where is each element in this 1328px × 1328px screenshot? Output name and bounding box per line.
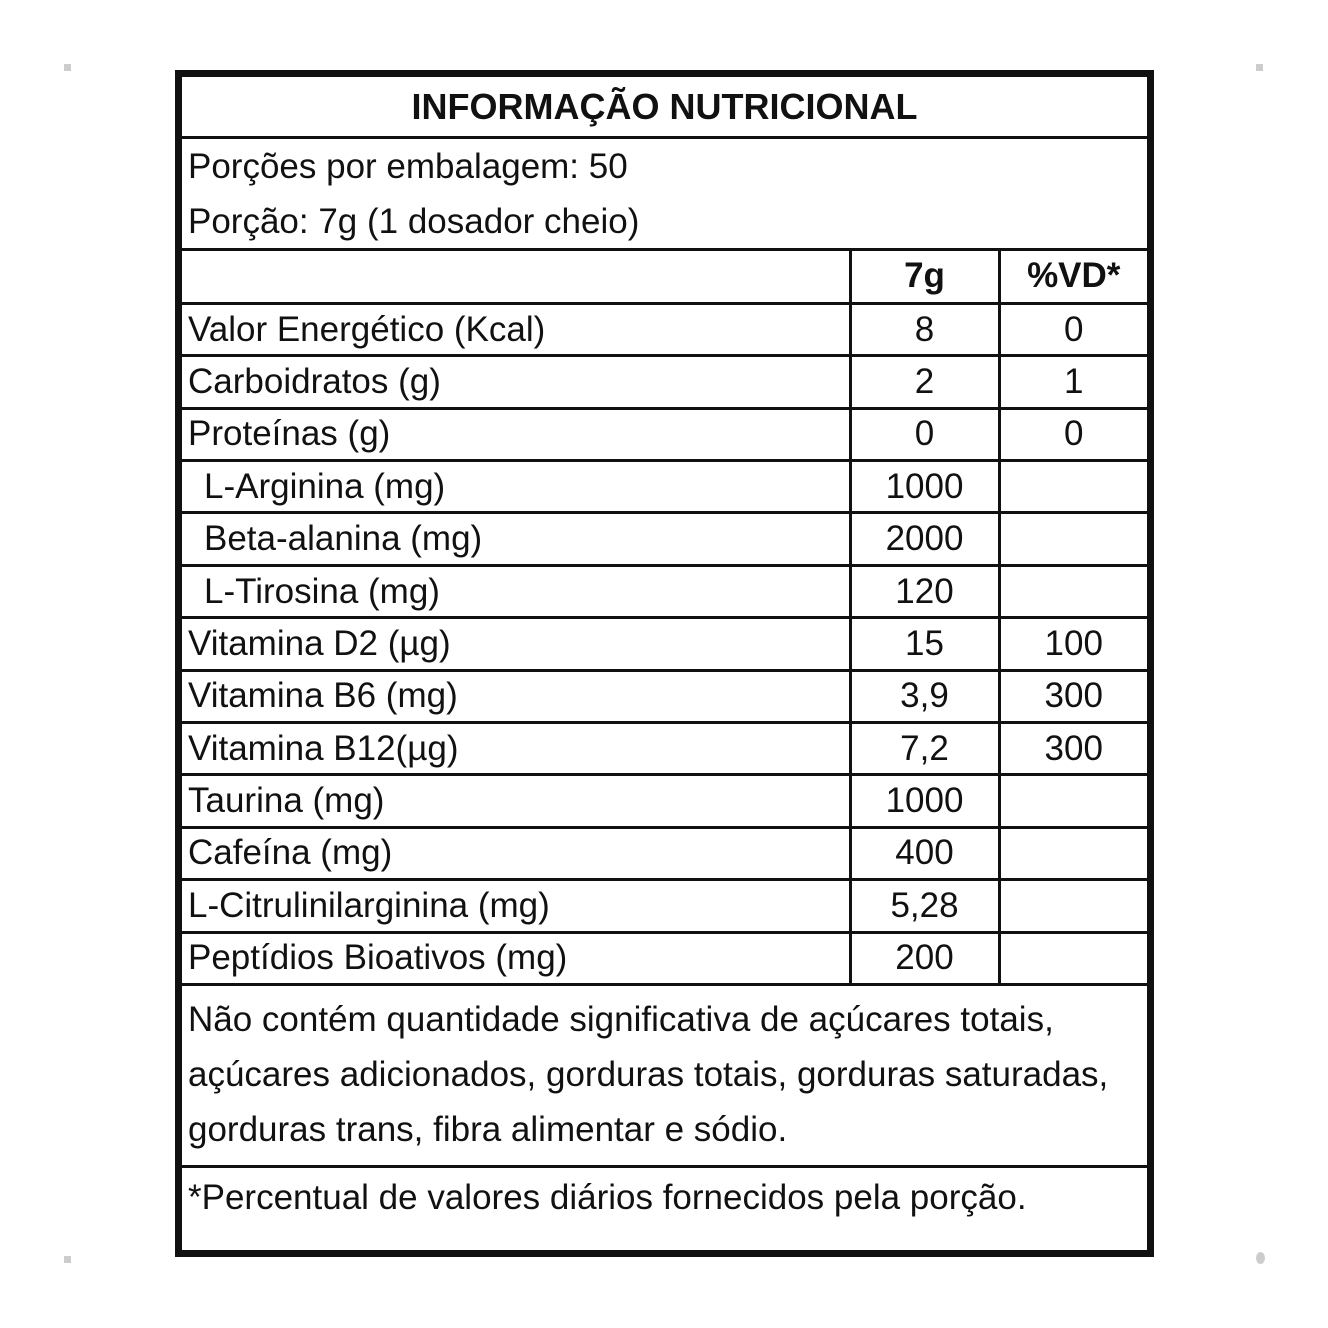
- nutrient-daily-value: [999, 513, 1147, 565]
- nutrient-name: Proteínas (g): [182, 408, 850, 460]
- corner-mark-bottom-right: [1256, 1252, 1265, 1264]
- nutrient-daily-value: [999, 565, 1147, 617]
- nutrient-daily-value: [999, 932, 1147, 984]
- nutrient-value: 200: [850, 932, 999, 984]
- corner-mark-top-left: [64, 64, 71, 71]
- nutrient-value: 8: [850, 303, 999, 355]
- table-row: [182, 618, 1147, 670]
- nutrient-daily-value: 0: [999, 303, 1147, 355]
- nutrition-table: [182, 251, 1147, 986]
- header-portion: 7g: [850, 251, 999, 303]
- nutrient-value: 15: [850, 618, 999, 670]
- table-row: [182, 932, 1147, 984]
- corner-mark-top-right: [1256, 64, 1263, 71]
- nutrient-value: 1000: [850, 461, 999, 513]
- header-daily-value: %VD*: [999, 251, 1147, 303]
- nutrient-daily-value: [999, 827, 1147, 879]
- nutrient-value: 2000: [850, 513, 999, 565]
- nutrient-value: 1000: [850, 775, 999, 827]
- nutrient-daily-value: 100: [999, 618, 1147, 670]
- nutrition-facts-label: [175, 70, 1154, 1257]
- nutrient-value: 5,28: [850, 880, 999, 932]
- label-title: INFORMAÇÃO NUTRICIONAL: [182, 77, 1147, 139]
- nutrient-daily-value: 0: [999, 408, 1147, 460]
- table-row: [182, 827, 1147, 879]
- nutrient-value: 0: [850, 408, 999, 460]
- nutrient-name: Taurina (mg): [182, 775, 850, 827]
- table-row: [182, 461, 1147, 513]
- nutrient-daily-value: [999, 775, 1147, 827]
- daily-value-footnote: *Percentual de valores diários fornecidos pela porção.: [188, 1177, 1027, 1217]
- table-row: [182, 670, 1147, 722]
- nutrient-name: L-Citrulinilarginina (mg): [182, 880, 850, 932]
- corner-mark-bottom-left: [64, 1256, 71, 1263]
- nutrient-name: L-Tirosina (mg): [182, 565, 850, 617]
- nutrient-daily-value: 300: [999, 723, 1147, 775]
- table-row: [182, 880, 1147, 932]
- nutrient-name: Carboidratos (g): [182, 356, 850, 408]
- table-row: [182, 565, 1147, 617]
- nutrient-value: 7,2: [850, 723, 999, 775]
- nutrient-name: Valor Energético (Kcal): [182, 303, 850, 355]
- table-row: [182, 356, 1147, 408]
- servings-per-package: Porções por embalagem: 50: [188, 147, 628, 186]
- servings-info: [182, 139, 1147, 251]
- nutrient-daily-value: [999, 880, 1147, 932]
- nutrient-daily-value: 1: [999, 356, 1147, 408]
- table-row: [182, 408, 1147, 460]
- nutrient-value: 400: [850, 827, 999, 879]
- nutrient-name: Vitamina B12(µg): [182, 723, 850, 775]
- nutrient-value: 120: [850, 565, 999, 617]
- not-significant-note: Não contém quantidade significativa de açúcares totais, açúcares adicionados, gorduras totais, gorduras saturadas, gorduras trans, fibra alimentar e sódio.: [182, 986, 1147, 1168]
- nutrient-daily-value: [999, 461, 1147, 513]
- nutrient-name: Vitamina D2 (µg): [182, 618, 850, 670]
- serving-size: Porção: 7g (1 dosador cheio): [188, 202, 640, 241]
- table-row: [182, 775, 1147, 827]
- nutrient-name: Beta-alanina (mg): [182, 513, 850, 565]
- nutrient-value: 3,9: [850, 670, 999, 722]
- nutrient-daily-value: 300: [999, 670, 1147, 722]
- table-row: [182, 513, 1147, 565]
- nutrient-name: Vitamina B6 (mg): [182, 670, 850, 722]
- nutrient-name: Peptídios Bioativos (mg): [182, 932, 850, 984]
- header-nutrient: [182, 251, 850, 303]
- table-row: [182, 303, 1147, 355]
- nutrient-name: Cafeína (mg): [182, 827, 850, 879]
- table-row: [182, 723, 1147, 775]
- nutrient-name: L-Arginina (mg): [182, 461, 850, 513]
- nutrient-value: 2: [850, 356, 999, 408]
- table-header-row: [182, 251, 1147, 303]
